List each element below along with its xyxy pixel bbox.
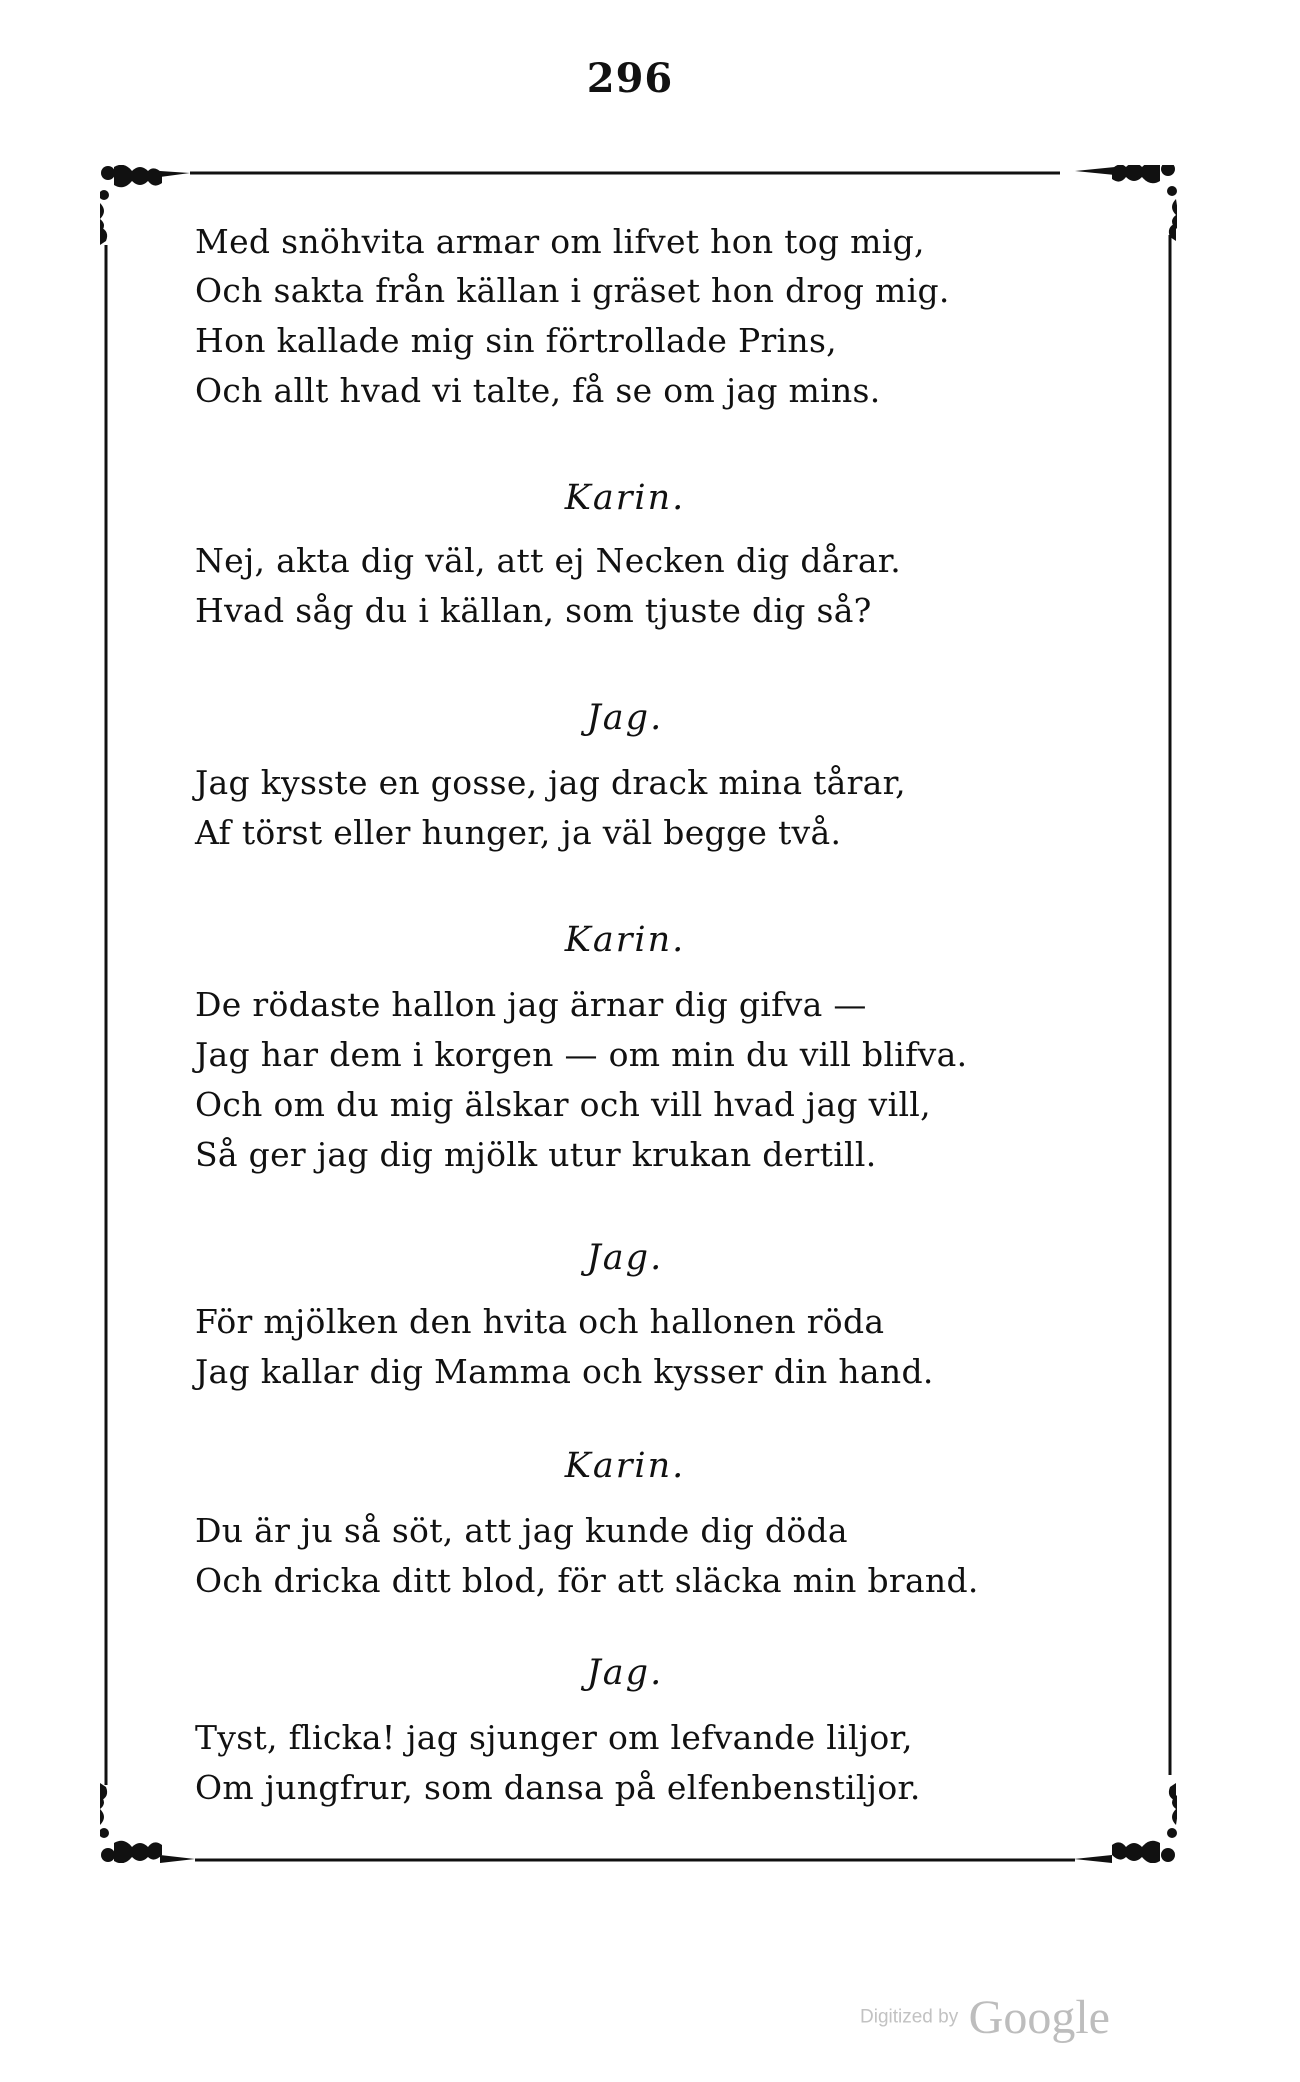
- verse-line: Om jungfrur, som dansa på elfenbenstiljor.: [195, 1768, 921, 1807]
- speaker-label: Jag.: [586, 1238, 664, 1278]
- verse-line: Och om du mig älskar och vill hvad jag vill,: [195, 1085, 931, 1124]
- page-number: 296: [586, 55, 674, 102]
- verse-line: Jag kallar dig Mamma och kysser din hand.: [195, 1352, 934, 1391]
- verse-line: Hon kallade mig sin förtrollade Prins,: [195, 321, 837, 360]
- verse-line: Jag kysste en gosse, jag drack mina tårar,: [195, 763, 906, 802]
- speaker-label: Jag.: [586, 698, 664, 738]
- verse-line: Tyst, flicka! jag sjunger om lefvande liljor,: [195, 1718, 913, 1757]
- speaker-label: Jag.: [586, 1653, 664, 1693]
- digitized-by-watermark: [860, 1990, 1110, 2045]
- verse-line: Af törst eller hunger, ja väl begge två.: [195, 813, 842, 852]
- watermark-prefix: Digitized by: [860, 2006, 959, 2028]
- verse-line: Och dricka ditt blod, för att släcka min brand.: [195, 1561, 979, 1600]
- speaker-label: Karin.: [564, 920, 686, 960]
- speaker-label: Karin.: [564, 1446, 686, 1486]
- verse-line: Och sakta från källan i gräset hon drog mig.: [195, 271, 950, 310]
- verse-line: Så ger jag dig mjölk utur krukan dertill.: [195, 1135, 877, 1174]
- corner-ornament-top-left: [100, 165, 190, 245]
- google-logo: Google: [968, 1991, 1110, 2044]
- verse-line: Hvad såg du i källan, som tjuste dig så?: [195, 591, 872, 630]
- verse-line: Jag har dem i korgen — om min du vill blifva.: [195, 1035, 968, 1074]
- corner-ornament-bottom-left: [100, 1783, 195, 1863]
- corner-ornament-top-right: [1075, 165, 1177, 241]
- speaker-label: Karin.: [564, 478, 686, 518]
- verse-line: De rödaste hallon jag ärnar dig gifva —: [195, 985, 867, 1024]
- verse-line: För mjölken den hvita och hallonen röda: [195, 1302, 885, 1341]
- verse-line: Med snöhvita armar om lifvet hon tog mig,: [195, 222, 925, 261]
- verse-line: Du är ju så söt, att jag kunde dig döda: [195, 1511, 848, 1550]
- verse-line: Nej, akta dig väl, att ej Necken dig dårar.: [195, 541, 902, 580]
- corner-ornament-bottom-right: [1074, 1783, 1177, 1863]
- verse-line: Och allt hvad vi talte, få se om jag mins.: [195, 371, 881, 410]
